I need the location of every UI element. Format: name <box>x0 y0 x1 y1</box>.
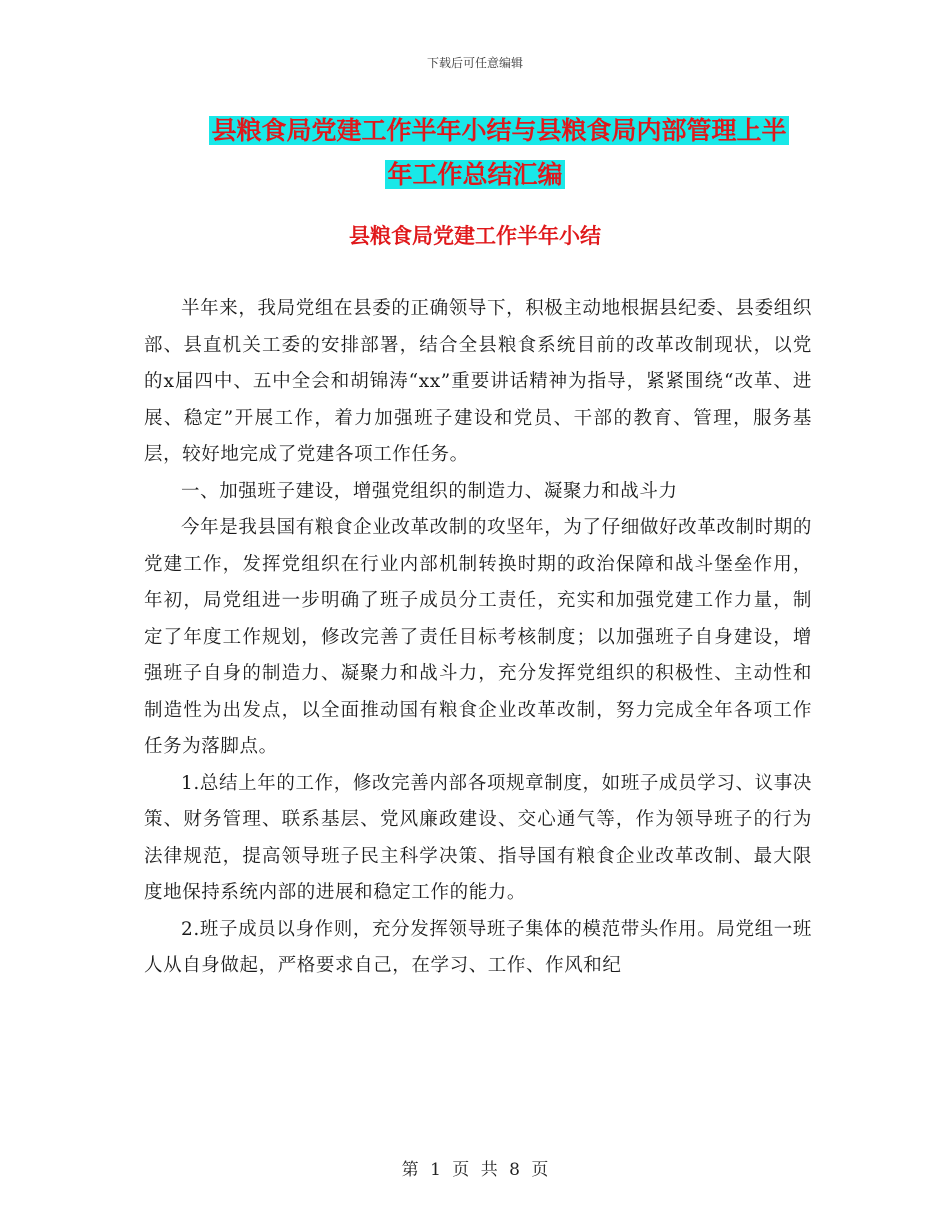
paragraph-1: 半年来，我局党组在县委的正确领导下，积极主动地根据县纪委、县委组织部、县直机关工委的安排部署，结合全县粮食系统目前的改革改制现状，以党的x届四中、五中全会和胡锦涛“xx”重要讲话精神为指导，紧紧围绕“改革、进展、稳定”开展工作，着力加强班子建设和党员、干部的教育、管理，服务基层，较好地完成了党建各项工作任务。 <box>144 298 812 465</box>
document-body <box>144 291 812 985</box>
paragraph-3: 1.总结上年的工作，修改完善内部各项规章制度，如班子成员学习、议事决策、财务管理、联系基层、党风廉政建设、交心通气等，作为领导班子的行为法律规范，提高领导班子民主科学决策、指导国有粮食企业改革改制、最大限度地保持系统内部的进展和稳定工作的能力。 <box>144 772 812 903</box>
section-title: 县粮食局党建工作半年小结 <box>349 224 601 248</box>
header-note: 下载后可任意编辑 <box>426 56 523 70</box>
document-title-line-1 <box>24 112 950 150</box>
document-title-text-1: 县粮食局党建工作半年小结与县粮食局内部管理上半 <box>211 116 787 145</box>
paragraph-4: 2.班子成员以身作则，充分发挥领导班子集体的模范带头作用。局党组一班人从自身做起，严格要求自己，在学习、工作、作风和纪 <box>144 918 812 976</box>
paragraph-2: 今年是我县国有粮食企业改革改制的攻坚年，为了仔细做好改革改制时期的党建工作，发挥党组织在行业内部机制转换时期的政治保障和战斗堡垒作用，年初，局党组进一步明确了班子成员分工责任，充实和加强党建工作力量，制定了年度工作规划，修改完善了责任目标考核制度；以加强班子自身建设，增强班子自身的制造力、凝聚力和战斗力，充分发挥党组织的积极性、主动性和制造性为出发点，以全面推动国有粮食企业改革改制，努力完成全年各项工作任务为落脚点。 <box>144 517 812 757</box>
document-title-line-2 <box>0 156 950 194</box>
document-title-text-2: 年工作总结汇编 <box>387 160 563 189</box>
paragraph-heading-1: 一、加强班子建设，增强党组织的制造力、凝聚力和战斗力 <box>181 480 678 502</box>
page-footer: 第 1 页 共 8 页 <box>401 1160 549 1180</box>
